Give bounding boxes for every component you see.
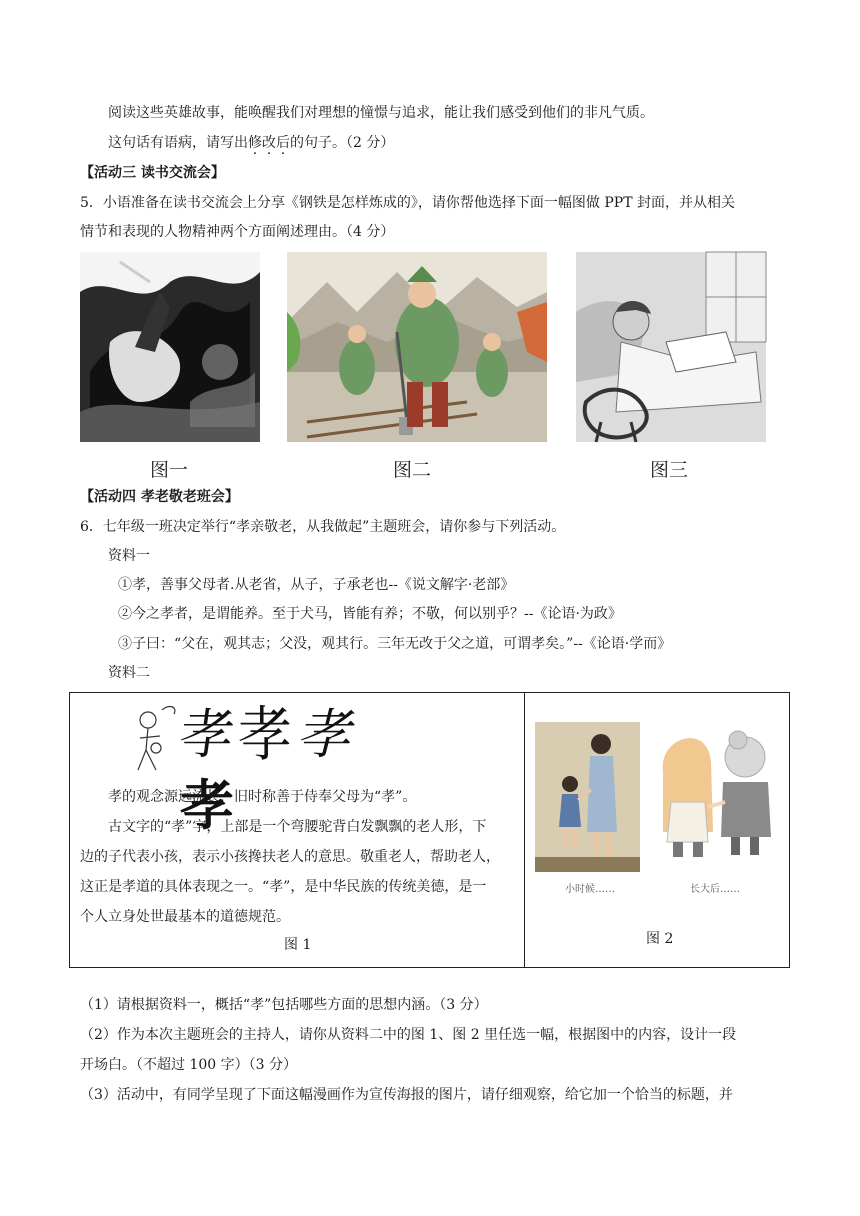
box-text-4: 这正是孝道的具体表现之一。“孝”，是中华民族的传统美德，是一 xyxy=(80,879,487,895)
box-text-3: 边的子代表小孩，表示小孩搀扶老人的意思。敬重老人，帮助老人， xyxy=(80,849,500,865)
emphasis-dotted-text xyxy=(248,135,290,151)
emphasis-dotted-char: 后 xyxy=(276,135,290,151)
figure-one-image xyxy=(80,252,260,442)
box-text-1: 孝的观念源远流长，旧时称善于侍奉父母为“孝”。 xyxy=(108,789,417,805)
calligraphy-glyph-2: 孝 xyxy=(238,699,296,770)
grownup-caption: 长大后…… xyxy=(690,884,740,895)
activity3-heading: 【活动三 读书交流会】 xyxy=(80,165,225,181)
sentence-line: 阅读这些英雄故事，能唤醒我们对理想的憧憬与追求，能让我们感受到他们的非凡气质。 xyxy=(108,105,654,121)
childhood-image xyxy=(535,722,640,872)
figure2-label: 图 2 xyxy=(646,931,674,947)
subquestion-1: （1）请根据资料一，概括“孝”包括哪些方面的思想内涵。（3 分） xyxy=(80,997,488,1013)
emphasis-dotted-char: 改 xyxy=(262,135,276,151)
emphasis-dotted-char: 修 xyxy=(248,135,262,151)
instruction-text-after: 的句子。（2 分） xyxy=(290,135,395,151)
figure-one-caption: 图一 xyxy=(150,459,189,481)
subquestion-3-line1: （3）活动中，有同学呈现了下面这幅漫画作为宣传海报的图片，请仔细观察，给它加一个恰当的标题，并 xyxy=(80,1087,733,1103)
table-divider xyxy=(524,692,525,968)
box-text-2: 古文字的“孝”字，上部是一个弯腰驼背白发飘飘的老人形，下 xyxy=(108,819,487,835)
calligraphy-glyph-1: 孝 xyxy=(175,703,243,766)
quote-3: ③子曰：“父在，观其志；父没，观其行。三年无改于父之道，可谓孝矣。”--《论语·学而》 xyxy=(118,636,672,652)
question5-line1: 5．小语准备在读书交流会上分享《钢铁是怎样炼成的》，请你帮他选择下面一幅图做 PPT 封面，并从相关 xyxy=(80,195,735,211)
figure-three-image xyxy=(576,252,766,442)
instruction-line xyxy=(108,133,394,153)
quote-1: ①孝，善事父母者.从老省，从子，子承老也--《说文解字·老部》 xyxy=(118,577,515,593)
figure1-label: 图 1 xyxy=(284,937,312,953)
calligraphy-glyph-3: 孝 xyxy=(296,703,354,766)
box-text-5: 个人立身处世最基本的道德规范。 xyxy=(80,909,290,925)
quote-2: ②今之孝者，是谓能养。至于犬马，皆能有养；不敬，何以别乎？--《论语·为政》 xyxy=(118,606,622,622)
instruction-text-before: 这句话有语病，请写出 xyxy=(108,135,248,151)
figure-two-image xyxy=(287,252,547,442)
childhood-caption: 小时候…… xyxy=(565,884,615,895)
material2-label: 资料二 xyxy=(108,665,150,681)
calligraphy-glyph-4: 孝 xyxy=(180,773,238,837)
activity4-heading: 【活动四 孝老敬老班会】 xyxy=(80,489,239,505)
question5-line2: 情节和表现的人物精神两个方面阐述理由。（4 分） xyxy=(80,224,395,240)
grownup-image xyxy=(653,722,783,872)
figure-three-caption: 图三 xyxy=(650,459,689,481)
subquestion-2-line2: 开场白。（不超过 100 字）（3 分） xyxy=(80,1057,297,1073)
subquestion-2-line1: （2）作为本次主题班会的主持人，请你从资料二中的图 1、图 2 里任选一幅，根据图中的内容，设计一段 xyxy=(80,1027,737,1043)
figure-two-caption: 图二 xyxy=(393,459,432,481)
question6-line: 6．七年级一班决定举行“孝亲敬老，从我做起”主题班会，请你参与下列活动。 xyxy=(80,519,566,535)
material1-label: 资料一 xyxy=(108,548,150,564)
